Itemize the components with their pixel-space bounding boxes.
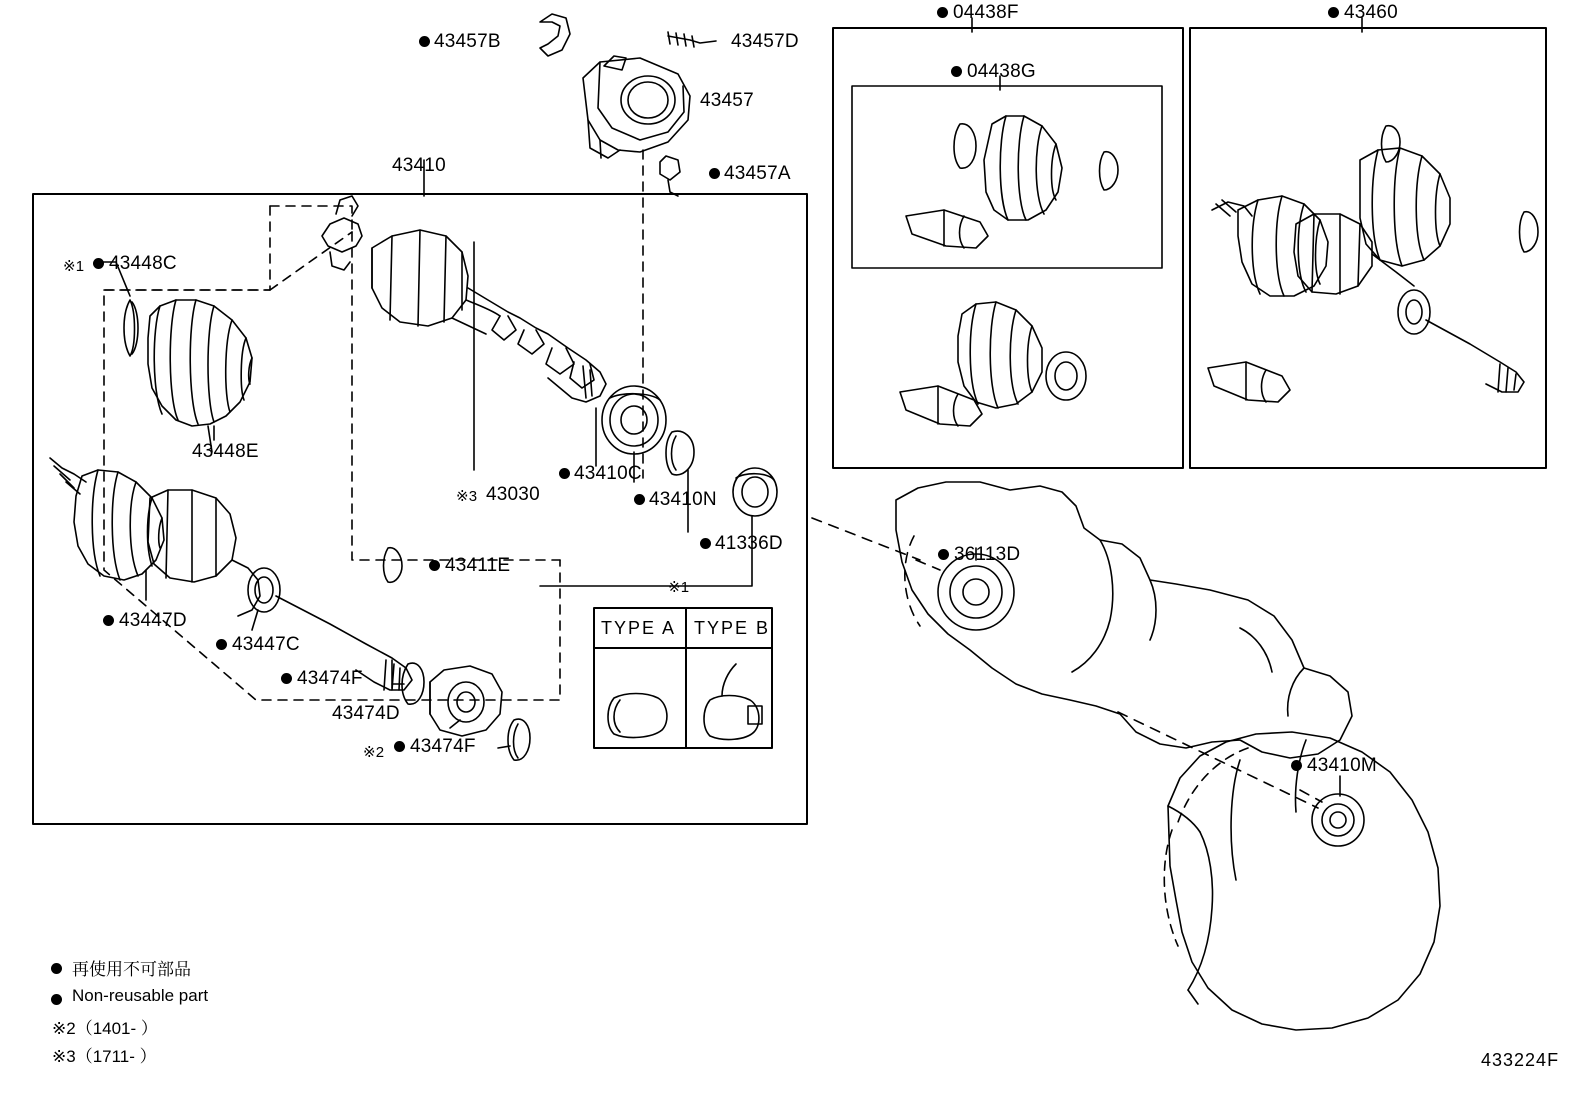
- part-label-43411E: 43411E: [445, 555, 511, 576]
- legend-note-2: ※2（1401- ）: [52, 1019, 158, 1038]
- part-label-43410: 43410: [392, 155, 446, 176]
- part-label-43410M: 43410M: [1307, 755, 1377, 776]
- diagram-id-code: 433224F: [1481, 1050, 1560, 1070]
- bullet-43474F-lower: [394, 741, 405, 752]
- bullet-43457A: [709, 168, 720, 179]
- part-label-04438F: 04438F: [953, 2, 1019, 23]
- legend-nonreusable-en: Non-reusable part: [72, 986, 209, 1005]
- part-label-36113D: 36113D: [954, 544, 1021, 565]
- type-b-header: TYPE B: [694, 618, 771, 638]
- part-label-43474D: 43474D: [332, 703, 400, 724]
- bullet-legend-en: [51, 994, 62, 1005]
- part-label-43457B: 43457B: [434, 31, 501, 52]
- legend-note-3: ※3（1711- ）: [52, 1047, 157, 1066]
- part-label-41336D: 41336D: [715, 533, 783, 554]
- part-label-43410N: 43410N: [649, 489, 717, 510]
- bullet-43447C: [216, 639, 227, 650]
- part-label-43447C: 43447C: [232, 634, 300, 655]
- legend-nonreusable-jp: 再使用不可部品: [72, 960, 191, 979]
- bullet-43410N: [634, 494, 645, 505]
- bullet-43460: [1328, 7, 1339, 18]
- bullet-legend-jp: [51, 963, 62, 974]
- bullet-41336D: [700, 538, 711, 549]
- part-label-43474F-upper: 43474F: [297, 668, 363, 689]
- part-label-43030: 43030: [486, 484, 540, 505]
- note-marker-43030: ※3: [456, 488, 478, 505]
- bullet-43410M: [1291, 760, 1302, 771]
- part-label-43448C: 43448C: [109, 253, 177, 274]
- part-label-43457: 43457: [700, 90, 754, 111]
- bullet-43410C: [559, 468, 570, 479]
- part-label-43447D: 43447D: [119, 610, 187, 631]
- part-label-43410C: 43410C: [574, 463, 642, 484]
- part-label-43457D: 43457D: [731, 31, 799, 52]
- note-marker-43448C: ※1: [63, 258, 85, 275]
- part-label-43457A: 43457A: [724, 163, 791, 184]
- part-label-43448E: 43448E: [192, 441, 259, 462]
- bullet-43457B: [419, 36, 430, 47]
- note-marker-43474F: ※2: [363, 744, 385, 761]
- bullet-36113D: [938, 549, 949, 560]
- type-a-header: TYPE A: [601, 618, 677, 638]
- bullet-04438G: [951, 66, 962, 77]
- bullet-04438F: [937, 7, 948, 18]
- part-label-04438G: 04438G: [967, 61, 1036, 82]
- bullet-43447D: [103, 615, 114, 626]
- bullet-43411E: [429, 560, 440, 571]
- type-table-marker: ※1: [668, 579, 690, 596]
- part-label-43460: 43460: [1344, 2, 1398, 23]
- bullet-43448C: [93, 258, 104, 269]
- part-label-43474F-lower: 43474F: [410, 736, 476, 757]
- bullet-43474F-upper: [281, 673, 292, 684]
